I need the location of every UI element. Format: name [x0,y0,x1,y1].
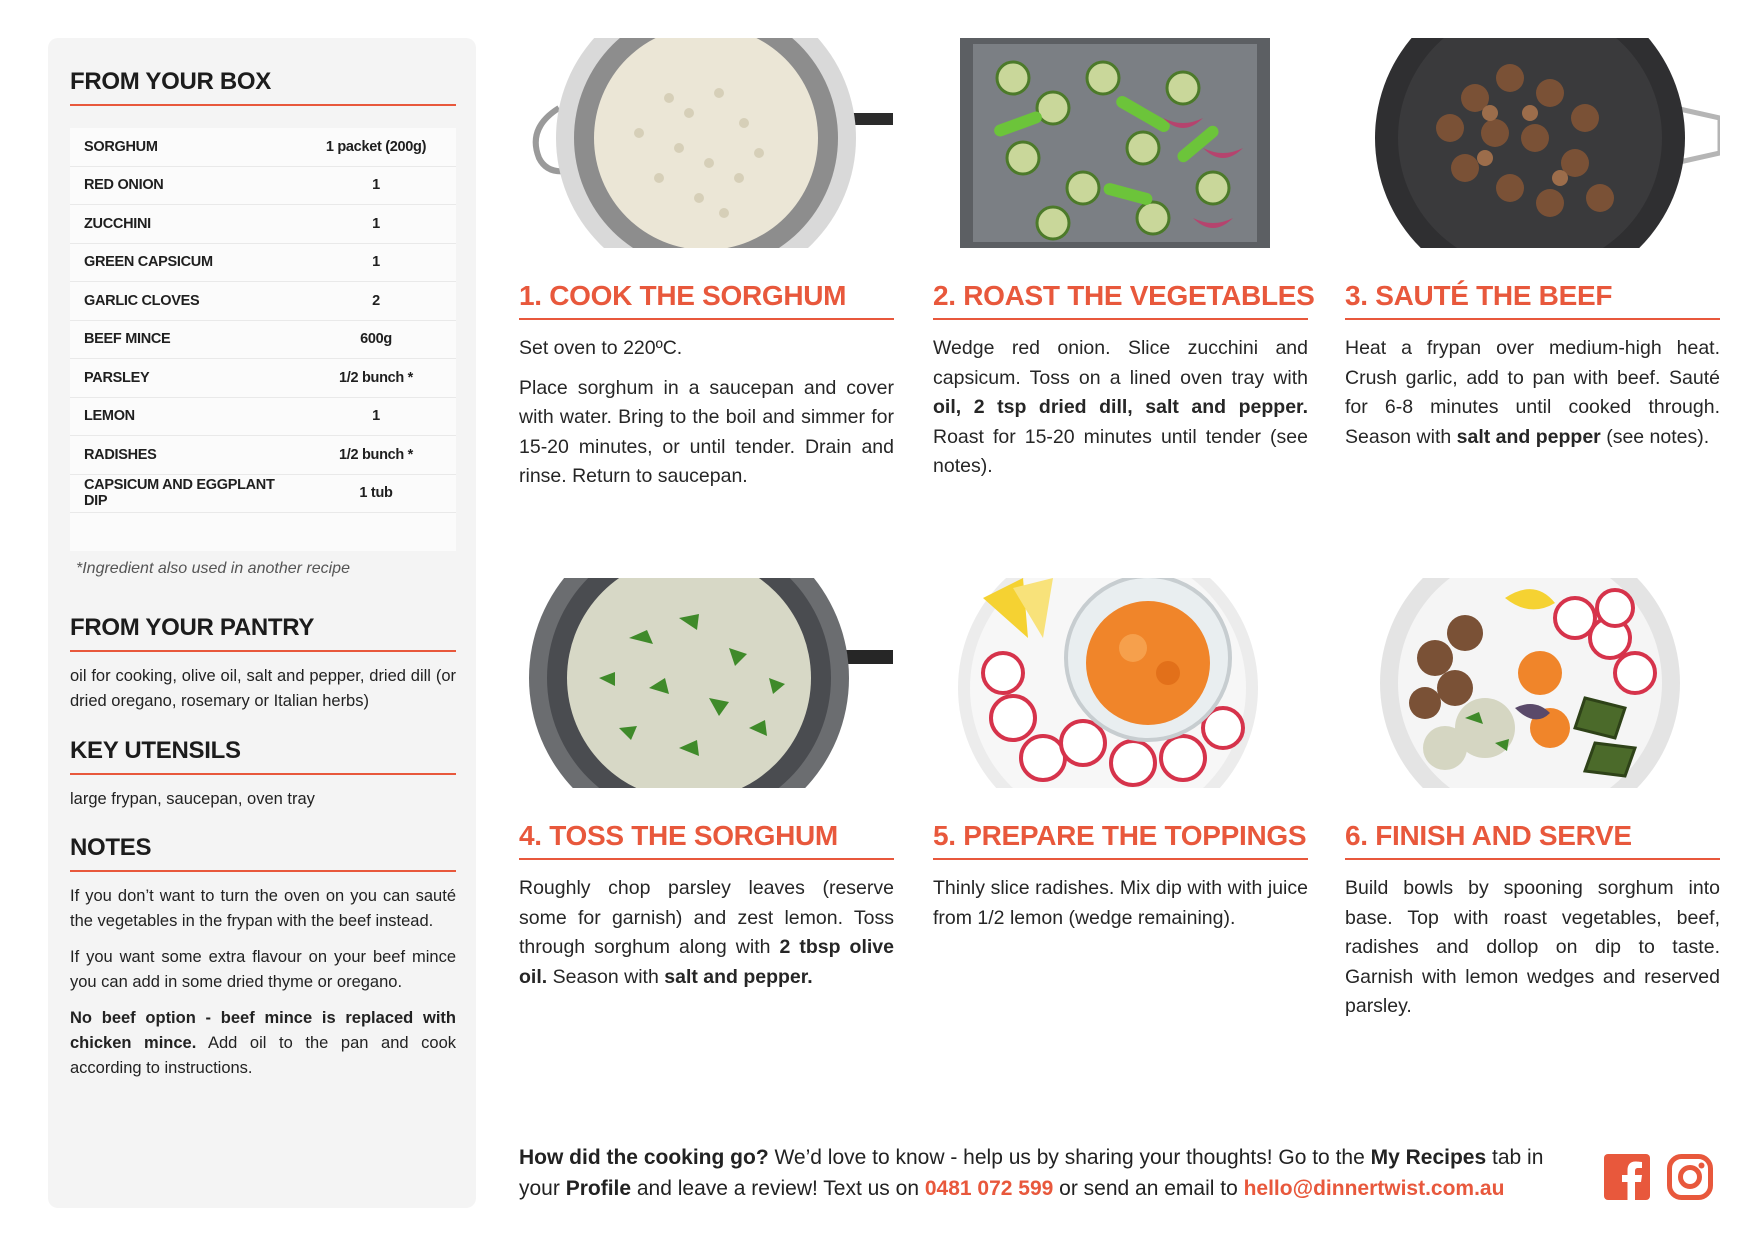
step-3-title: 3. SAUTÉ THE BEEF [1345,280,1720,320]
ingredient-name: GREEN CAPSICUM [84,254,213,271]
step-2 [933,38,1315,492]
table-row [70,167,456,206]
ingredient-name: PARSLEY [84,369,150,386]
my-recipes-label: My Recipes [1370,1146,1487,1169]
utensils-title: KEY UTENSILS [70,737,456,775]
step-2-photo [933,38,1308,248]
table-row [70,398,456,437]
ingredient-qty: 1 packet (200g) [325,138,427,155]
ingredient-qty: 1 [372,254,380,271]
phone-link[interactable]: 0481 072 599 [924,1177,1054,1200]
step-4-bold-1: 2 tbsp olive oil. [519,936,894,988]
step-1 [519,38,894,502]
step-5-photo [933,578,1308,788]
table-row [70,321,456,360]
pantry-text: oil for cooking, olive oil, salt and pepper, dried dill (or dried oregano, rosemary or Italian herbs) [70,667,456,710]
table-row [70,359,456,398]
notes-text [70,884,456,1081]
step-4-title: 4. TOSS THE SORGHUM [519,820,894,860]
footer-question: How did the cooking go? [519,1146,769,1169]
step-3-text-1: Heat a frypan over medium-high heat. Crush garlic, add to pan with beef. Sauté for 6-8 minutes until cooked through. Season with [1345,337,1720,448]
footer-text-2: tab in your [519,1146,1544,1200]
table-row-empty [70,513,456,551]
ingredient-name: RADISHES [84,446,157,463]
ingredient-qty: 600g [360,331,392,348]
ingredient-name: SORGHUM [84,138,158,155]
notes-section [70,834,456,1092]
instagram-icon[interactable] [1667,1154,1713,1200]
feedback-footer [519,1142,1579,1204]
facebook-icon[interactable] [1604,1154,1650,1200]
note-3-bold: No beef option - beef mince is replaced with chicken mince. [70,1009,456,1052]
ingredient-footnote: *Ingredient also used in another recipe [76,560,350,577]
step-1-body [519,334,894,492]
table-row [70,128,456,167]
ingredients-sidebar [48,38,476,1208]
step-1-text-1: Set oven to 220ºC. [519,337,683,359]
step-3-bold-1: salt and pepper [1456,425,1601,448]
step-6-title: 6. FINISH AND SERVE [1345,820,1720,860]
step-2-text-1: Wedge red onion. Slice zucchini and capsicum. Toss on a lined oven tray with [933,337,1308,389]
note-3-rest: Add oil to the pan and cook according to instructions. [70,1034,456,1077]
step-6-body [1345,874,1720,1022]
note-1: If you don’t want to turn the oven on you can sauté the vegetables in the frypan with the beef instead. [70,887,456,930]
step-4-body [519,874,894,992]
ingredient-name: BEEF MINCE [84,331,171,348]
step-3-text-2: (see notes). [1600,425,1710,448]
profile-label: Profile [565,1177,632,1200]
step-5 [933,578,1308,943]
step-5-title: 5. PREPARE THE TOPPINGS [933,820,1308,860]
table-row [70,282,456,321]
footer-text-4: or send an email to [1053,1177,1244,1200]
step-6 [1345,578,1720,1032]
table-row [70,244,456,283]
ingredient-name: GARLIC CLOVES [84,292,200,309]
pantry-section [70,614,456,714]
from-your-box-title: FROM YOUR BOX [70,68,456,106]
step-1-text-2: Place sorghum in a saucepan and cover with water. Bring to the boil and simmer for 15-20 minutes, or until tender. Drain and rinse. Return to saucepan. [519,376,894,487]
step-4-photo [519,578,894,788]
step-6-photo [1345,578,1720,788]
utensils-section [70,737,456,812]
step-6-text: Build bowls by spooning sorghum into base. Top with roast vegetables, beef, radishes and dollop on dip to taste. Garnish with lemon wedges and reserved parsley. [1345,877,1720,1017]
notes-title: NOTES [70,834,456,872]
ingredient-name: ZUCCHINI [84,215,151,232]
note-3 [70,1006,456,1081]
ingredient-qty: 1 [372,408,380,425]
email-link[interactable]: hello@dinnertwist.com.au [1243,1177,1505,1200]
step-4-bold-2: salt and pepper. [664,965,813,988]
table-row [70,475,456,514]
step-4 [519,578,894,1002]
ingredients-table [70,128,456,551]
table-row [70,205,456,244]
note-2: If you want some extra flavour on your beef mince you can add in some dried thyme or oregano. [70,948,456,991]
pantry-title: FROM YOUR PANTRY [70,614,456,652]
step-3 [1345,38,1720,462]
step-3-photo [1345,38,1720,248]
step-5-text: Thinly slice radishes. Mix dip with with juice from 1/2 lemon (wedge remaining). [933,877,1308,929]
utensils-text: large frypan, saucepan, oven tray [70,790,315,808]
step-3-body [1345,334,1720,452]
ingredient-qty: 1/2 bunch * [338,446,414,463]
ingredient-name: RED ONION [84,177,164,194]
step-2-text-2: Roast for 15-20 minutes until tender (see notes). [933,425,1308,477]
ingredient-qty: 1 tub [359,485,393,502]
step-2-body [933,334,1308,482]
step-4-text-2: Season with [547,965,665,988]
ingredient-name: CAPSICUM AND EGGPLANT DIP [84,477,275,510]
ingredient-qty: 1 [372,215,380,232]
ingredient-name: LEMON [84,408,135,425]
footer-text-3: and leave a review! Text us on [631,1177,925,1200]
step-2-bold-1: oil, 2 tsp dried dill, salt and pepper. [933,396,1308,418]
step-2-title: 2. ROAST THE VEGETABLES [933,280,1308,320]
table-row [70,436,456,475]
step-5-body [933,874,1308,933]
footer-text-1: We’d love to know - help us by sharing your thoughts! Go to the [768,1146,1371,1169]
step-1-photo [519,38,894,248]
ingredient-qty: 2 [372,292,380,309]
ingredient-qty: 1/2 bunch * [338,369,414,386]
step-1-title: 1. COOK THE SORGHUM [519,280,894,320]
step-4-text-1: Roughly chop parsley leaves (reserve some for garnish) and zest lemon. Toss through sorghum along with [519,877,894,958]
ingredient-qty: 1 [372,177,380,194]
